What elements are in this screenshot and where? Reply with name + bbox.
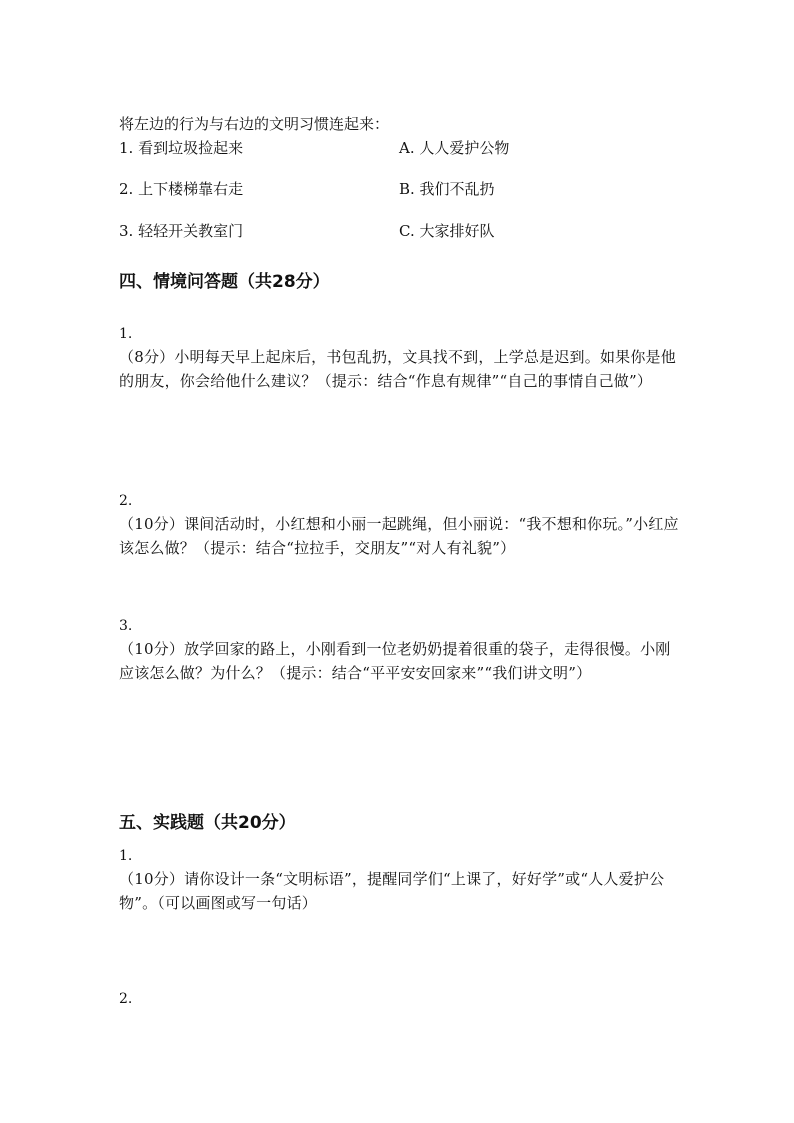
matching-behavior: 2. 上下楼梯靠右走 [119,180,244,198]
question-item [119,323,679,393]
matching-habit: A. 人人爱护公物 [399,139,510,157]
section-title-practice: 五、实践题（共20分） [119,813,296,833]
question-text: （8分）小明每天早上起床后，书包乱扔，文具找不到，上学总是迟到。如果你是他的朋友，你会给他什么建议？（提示：结合“作息有规律”“自己的事情自己做”） [119,348,676,390]
question-text: （10分）放学回家的路上，小刚看到一位老奶奶提着很重的袋子，走得很慢。小刚应该怎么做？为什么？（提示：结合“平平安安回家来”“我们讲文明”） [119,640,671,682]
question-item [119,615,679,685]
matching-behavior: 3. 轻轻开关教室门 [119,222,244,240]
question-item [119,988,679,1010]
question-number: 2. [119,991,133,1007]
matching-instruction: 将左边的行为与右边的文明习惯连起来： [119,115,390,133]
matching-habit: B. 我们不乱扔 [399,180,495,198]
question-item [119,490,679,560]
matching-behavior: 1. 看到垃圾捡起来 [119,139,244,157]
question-number: 1. [119,848,133,864]
matching-habit: C. 大家排好队 [399,222,495,240]
matching-row [119,219,719,243]
section-title-situational: 四、情境问答题（共28分） [119,272,330,292]
question-number: 3. [119,618,133,634]
question-text: （10分）请你设计一条“文明标语”，提醒同学们“上课了，好好学”或“人人爱护公物”。（可以画图或写一句话） [119,870,665,912]
question-item [119,845,679,915]
matching-row [119,136,719,160]
question-number: 1. [119,326,133,342]
question-number: 2. [119,493,133,509]
matching-row [119,177,719,201]
question-text: （10分）课间活动时，小红想和小丽一起跳绳，但小丽说：“我不想和你玩。”小红应该怎么做？（提示：结合“拉拉手，交朋友”“对人有礼貌”） [119,515,679,557]
